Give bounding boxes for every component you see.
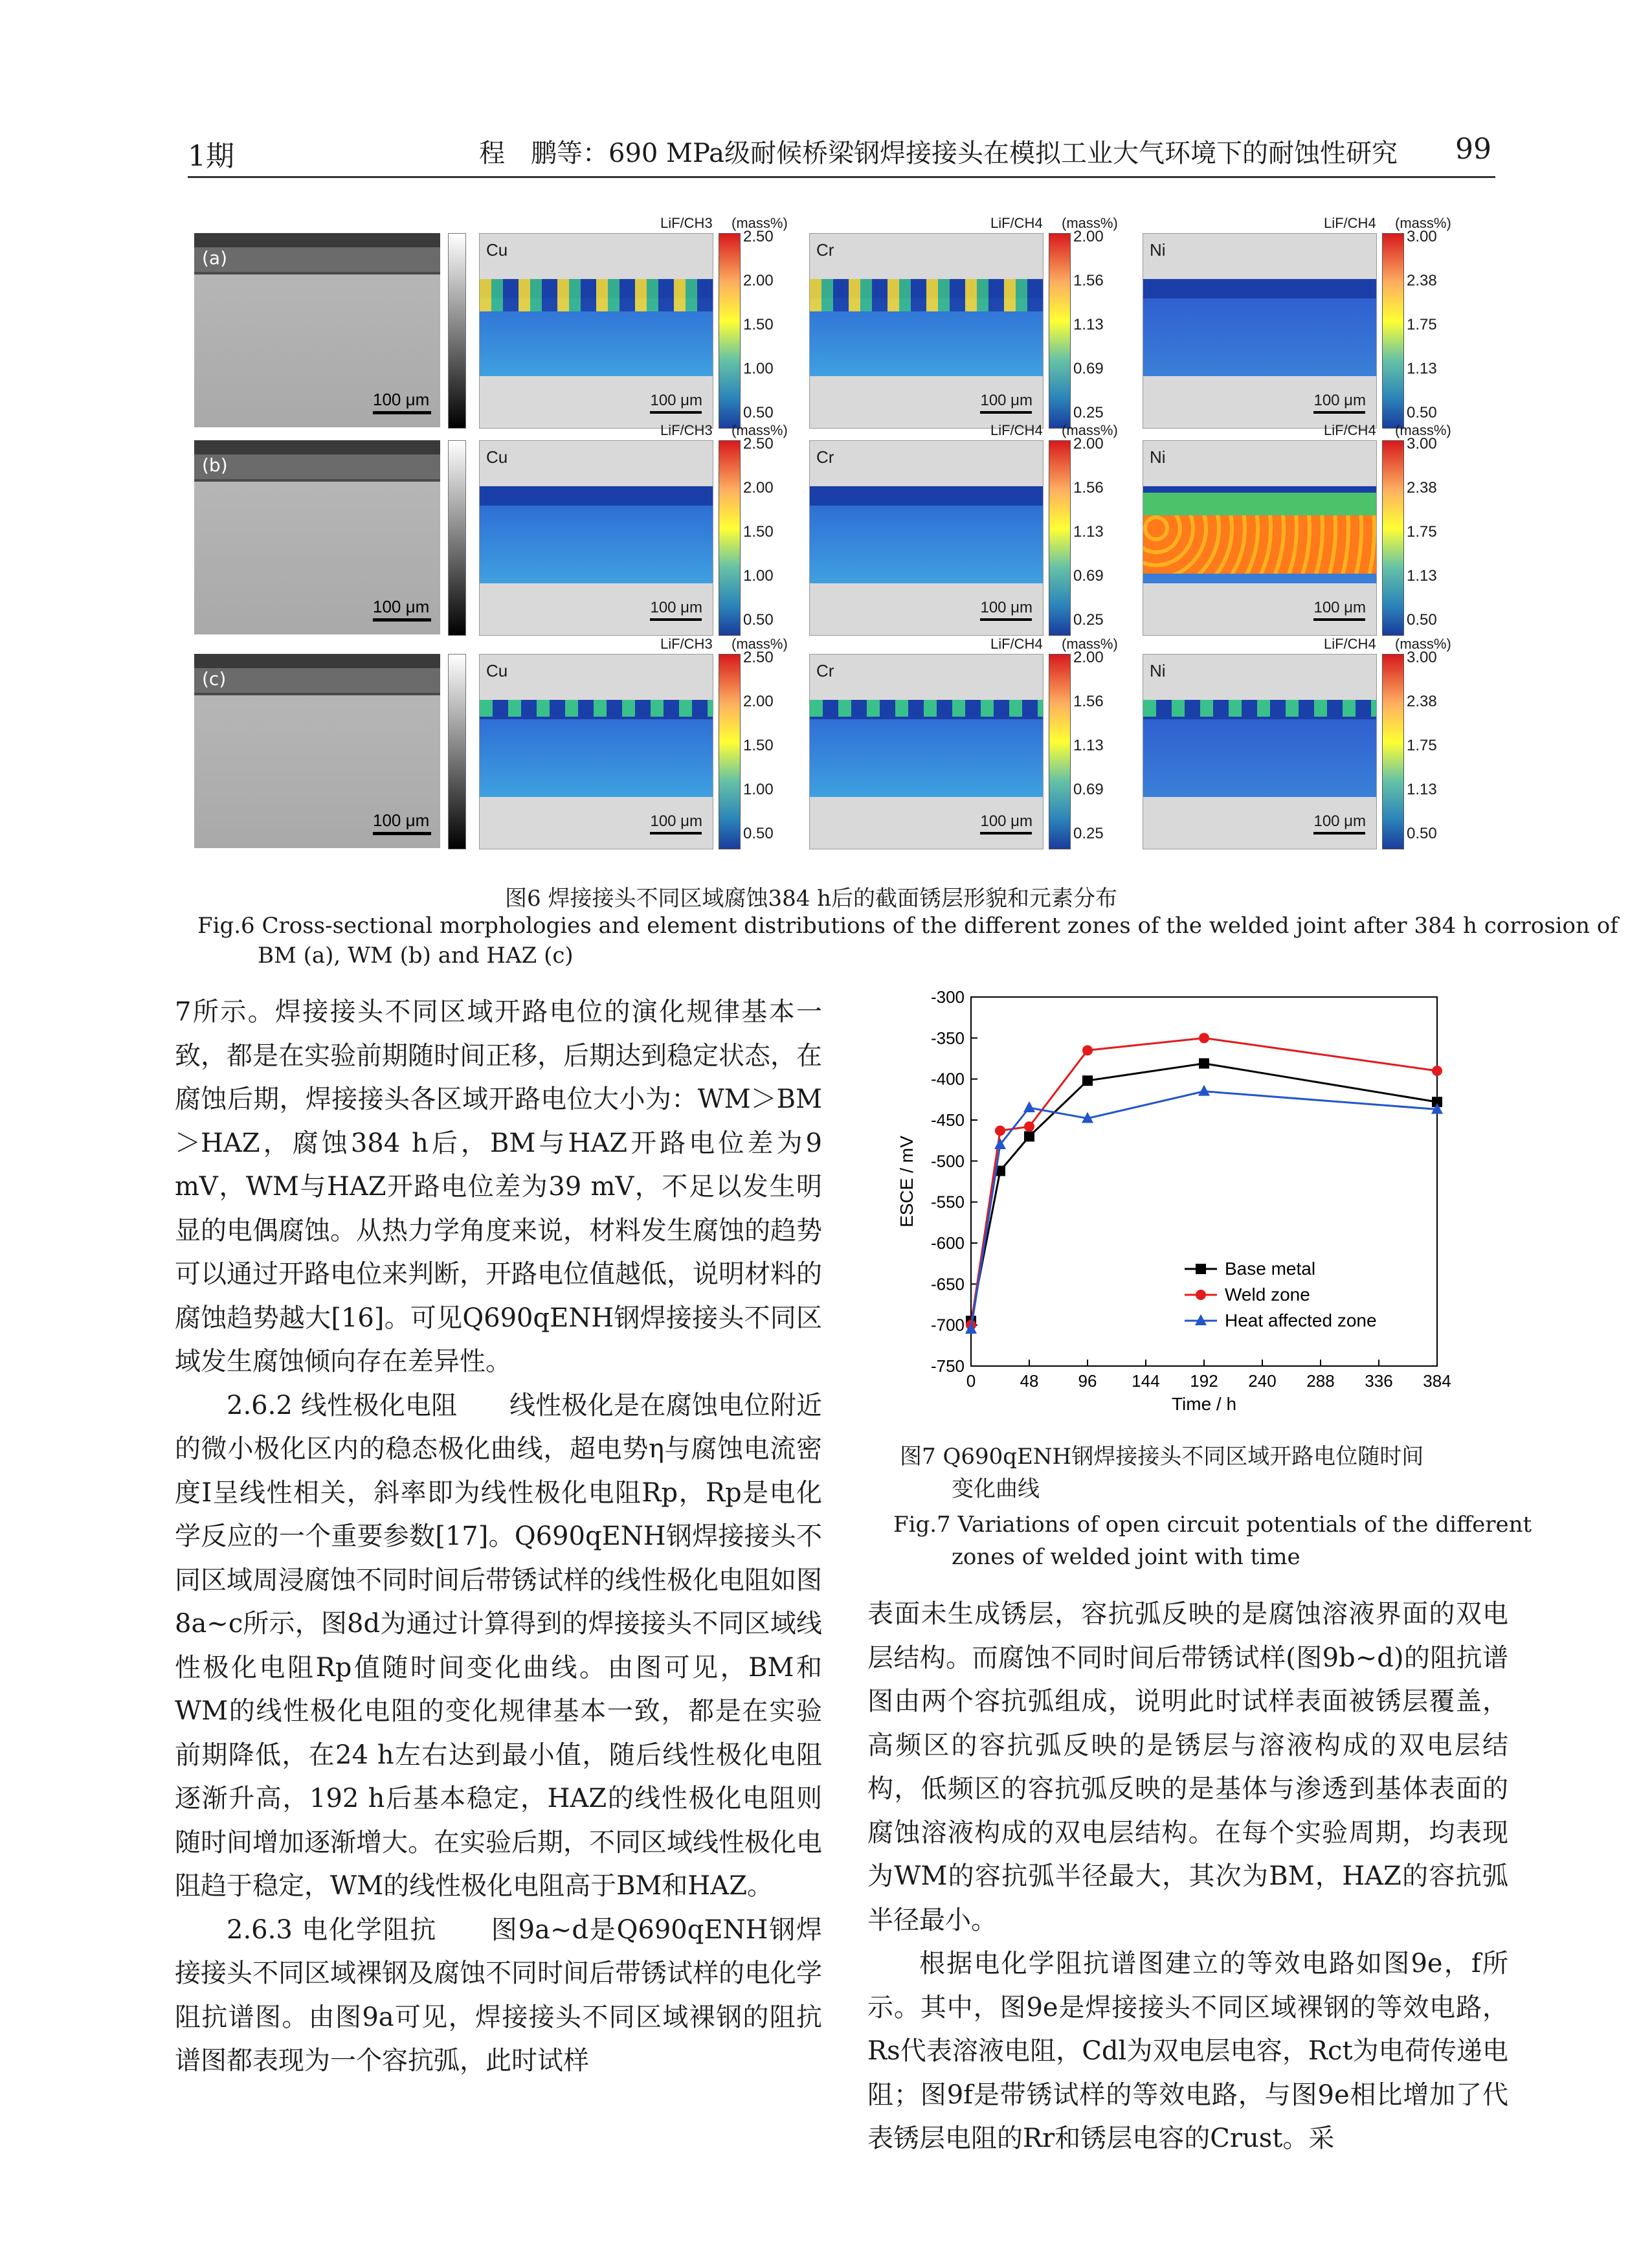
data-point (1024, 1121, 1034, 1132)
element-map-ni (1143, 654, 1377, 849)
data-point (995, 1125, 1005, 1136)
colorbar-tick-label: 1.13 (1073, 737, 1104, 754)
colorbar-tick-label: 0.25 (1073, 404, 1104, 421)
scale-bar: 100 μm (373, 390, 431, 414)
series-line (971, 1038, 1437, 1325)
fig6-row (194, 215, 1463, 434)
right-text-column (867, 1593, 1508, 2161)
paragraph: 根据电化学阻抗谱图建立的等效电路如图9e，f所示。其中，图9e是焊接接头不同区域裸钢的等效电路，Rs代表溶液电阻，Cdl为双电层电容，Rct为电荷传递电阻；图9f是带锈试样的等效电路，与图9e相比增加了代表锈层电阻的Rr和锈层电容的Crust。采 (867, 1949, 1508, 2153)
page-number: 99 (1455, 133, 1491, 166)
grayscale-bar (448, 654, 466, 849)
colorbar-ticks (743, 649, 808, 848)
y-tick-label: -450 (930, 1110, 965, 1130)
legend-label: Heat affected zone (1225, 1310, 1377, 1330)
detector-label: LiF/CH4 (990, 215, 1043, 231)
y-tick-label: -300 (930, 987, 965, 1007)
colorbar-tick-label: 1.50 (743, 737, 774, 754)
unit-label: (mass%) (1395, 636, 1451, 652)
x-tick-label: 240 (1248, 1371, 1277, 1391)
element-label: Cu (486, 447, 508, 467)
fig6-row (194, 422, 1463, 641)
colorbar-ticks (1407, 228, 1471, 427)
y-tick-label: -600 (930, 1233, 965, 1253)
fig6-row (194, 636, 1463, 855)
detector-label: LiF/CH3 (660, 215, 713, 231)
colorbar-tick-label: 0.69 (1073, 567, 1104, 585)
colorbar-tick-label: 0.50 (1407, 611, 1437, 629)
series-line (971, 1064, 1437, 1321)
colorbar (1382, 233, 1404, 429)
scale-bar: 100 μm (650, 813, 702, 835)
unit-label: (mass%) (1395, 422, 1451, 438)
colorbar-tick-label: 1.56 (1073, 693, 1104, 710)
unit-label: (mass%) (731, 215, 788, 231)
data-point (1024, 1131, 1034, 1141)
fig6-caption-en-continued: BM (a), WM (b) and HAZ (c) (258, 943, 574, 969)
x-tick-label: 384 (1423, 1371, 1451, 1391)
panel-letter: (b) (202, 454, 228, 476)
paragraph: 7所示。焊接接头不同区域开路电位的演化规律基本一致，都是在实验前期随时间正移，后期达到稳定状态，在腐蚀后期，焊接接头各区域开路电位大小为：WM＞BM＞HAZ，腐蚀384 h后，BM与HAZ开路电位差为9 mV，WM与HAZ开路电位差为39 mV，不足以发生明显的电偶腐蚀。从热力学角度来说，材料发生腐蚀的趋势可以通过开路电位来判断，开路电位值越低，说明材料的腐蚀趋势越大[16]。可见Q690qENH钢焊接接头不同区域发生腐蚀倾向存在差异性。 (175, 997, 822, 1376)
element-map-cu (479, 233, 713, 429)
element-map-ni (1143, 440, 1377, 636)
scale-bar: 100 μm (980, 392, 1032, 414)
sem-image (194, 654, 440, 848)
element-label: Cr (816, 240, 834, 260)
colorbar-tick-label: 2.50 (743, 649, 774, 666)
grayscale-bar (448, 233, 466, 429)
colorbar-tick-label: 1.75 (1407, 523, 1437, 541)
scale-bar: 100 μm (373, 597, 431, 622)
element-label: Ni (1150, 661, 1166, 680)
fig6-caption-en: Fig.6 Cross-sectional morphologies and element distributions of the different zones of the welded joint after 384 h corrosion of (197, 913, 1618, 939)
y-axis-label: ESCE / mV (897, 1136, 917, 1227)
unit-label: (mass%) (1395, 215, 1451, 231)
y-tick-label: -750 (930, 1356, 965, 1376)
y-tick-label: -700 (930, 1315, 965, 1335)
colorbar (1382, 654, 1404, 849)
colorbar-tick-label: 1.00 (743, 360, 774, 377)
x-axis-label: Time / h (1171, 1394, 1237, 1414)
y-tick-label: -650 (930, 1274, 965, 1294)
unit-label: (mass%) (1062, 636, 1118, 652)
colorbar-tick-label: 1.50 (743, 523, 774, 541)
unit-label: (mass%) (731, 422, 788, 438)
x-tick-label: 336 (1365, 1371, 1393, 1391)
data-point (1023, 1101, 1035, 1112)
colorbar (719, 233, 741, 429)
sem-image (194, 233, 440, 427)
y-tick-label: -400 (930, 1069, 965, 1089)
data-point (1082, 1075, 1093, 1086)
element-map-ni (1143, 233, 1377, 429)
colorbar-tick-label: 2.38 (1407, 693, 1437, 710)
colorbar-tick-label: 2.00 (1073, 435, 1104, 453)
y-tick-label: -350 (930, 1028, 965, 1048)
data-point (1199, 1033, 1209, 1043)
panel-letter: (c) (202, 668, 227, 689)
colorbar-tick-label: 0.25 (1073, 825, 1104, 842)
scale-bar: 100 μm (373, 811, 431, 835)
scale-bar: 100 μm (1313, 599, 1366, 621)
colorbar (719, 654, 741, 849)
x-tick-label: 0 (966, 1371, 976, 1391)
figure-7-chart (874, 987, 1457, 1428)
colorbar-tick-label: 1.13 (1407, 360, 1437, 377)
colorbar-tick-label: 1.13 (1073, 523, 1104, 541)
colorbar (1049, 233, 1071, 429)
issue-number: 1期 (188, 140, 234, 173)
unit-label: (mass%) (731, 636, 788, 652)
colorbar-tick-label: 2.38 (1407, 272, 1437, 289)
fig7-caption-en-continued: zones of welded joint with time (952, 1544, 1300, 1570)
detector-label: LiF/CH4 (990, 636, 1043, 652)
detector-label: LiF/CH3 (660, 636, 713, 652)
colorbar-tick-label: 1.00 (743, 781, 774, 798)
element-map-cr (809, 654, 1044, 849)
left-text-column (175, 991, 822, 2083)
header-rule (188, 176, 1495, 178)
x-tick-label: 144 (1132, 1371, 1160, 1391)
detector-label: LiF/CH4 (1324, 215, 1376, 231)
element-map-cu (479, 654, 713, 849)
detector-label: LiF/CH3 (660, 422, 713, 438)
element-label: Ni (1150, 240, 1166, 260)
colorbar-tick-label: 0.50 (743, 404, 774, 421)
element-map-cu (479, 440, 713, 636)
colorbar-tick-label: 0.25 (1073, 611, 1104, 629)
element-label: Ni (1150, 447, 1166, 467)
colorbar-ticks (743, 435, 808, 634)
colorbar-tick-label: 1.56 (1073, 272, 1104, 289)
colorbar-tick-label: 0.50 (743, 611, 774, 629)
fig7-caption-cn: 图7 Q690qENH钢焊接接头不同区域开路电位随时间 (900, 1444, 1424, 1470)
colorbar-tick-label: 0.69 (1073, 781, 1104, 798)
colorbar-ticks (1073, 435, 1138, 634)
colorbar-tick-label: 2.50 (743, 435, 774, 453)
colorbar-tick-label: 0.69 (1073, 360, 1104, 377)
data-point (1199, 1059, 1209, 1069)
legend-marker (1196, 1264, 1206, 1274)
running-title: 程 鹏等：690 MPa级耐候桥梁钢焊接接头在模拟工业大气环境下的耐蚀性研究 (479, 139, 1398, 168)
colorbar-tick-label: 1.00 (743, 567, 774, 585)
scale-bar: 100 μm (650, 599, 702, 621)
sem-image (194, 440, 440, 634)
scale-bar: 100 μm (650, 392, 702, 414)
scale-bar: 100 μm (980, 599, 1032, 621)
colorbar-tick-label: 1.50 (743, 316, 774, 333)
element-map-cr (809, 233, 1044, 429)
colorbar (1049, 654, 1071, 849)
panel-letter: (a) (202, 247, 228, 269)
colorbar (1382, 440, 1404, 636)
data-point (1432, 1066, 1442, 1076)
unit-label: (mass%) (1062, 215, 1118, 231)
colorbar-tick-label: 1.13 (1407, 781, 1437, 798)
colorbar-tick-label: 1.13 (1073, 316, 1104, 333)
colorbar (1049, 440, 1071, 636)
colorbar-ticks (1073, 228, 1138, 427)
colorbar-tick-label: 0.50 (1407, 825, 1437, 842)
colorbar-tick-label: 3.00 (1407, 435, 1437, 453)
scale-bar: 100 μm (1313, 392, 1366, 414)
colorbar-tick-label: 2.00 (1073, 228, 1104, 245)
element-label: Cr (816, 447, 834, 467)
fig7-caption-cn-continued: 变化曲线 (952, 1476, 1040, 1502)
detector-label: LiF/CH4 (990, 422, 1043, 438)
colorbar-tick-label: 2.00 (743, 693, 774, 710)
y-tick-label: -550 (930, 1192, 965, 1212)
x-tick-label: 96 (1078, 1371, 1097, 1391)
x-tick-label: 48 (1020, 1371, 1039, 1391)
colorbar-ticks (1073, 649, 1138, 848)
scale-bar: 100 μm (1313, 813, 1366, 835)
colorbar-ticks (743, 228, 808, 427)
x-tick-label: 192 (1190, 1371, 1218, 1391)
colorbar-ticks (1407, 649, 1471, 848)
data-point (1082, 1045, 1093, 1055)
colorbar-tick-label: 1.75 (1407, 737, 1437, 754)
fig7-caption-en: Fig.7 Variations of open circuit potentials of the different (893, 1512, 1532, 1538)
legend-label: Weld zone (1225, 1284, 1310, 1305)
element-map-cr (809, 440, 1044, 636)
colorbar-tick-label: 3.00 (1407, 649, 1437, 666)
colorbar-tick-label: 2.00 (743, 272, 774, 289)
grayscale-bar (448, 440, 466, 636)
legend-marker (1196, 1290, 1206, 1300)
colorbar-tick-label: 0.50 (743, 825, 774, 842)
detector-label: LiF/CH4 (1324, 636, 1376, 652)
element-label: Cr (816, 661, 834, 680)
fig6-caption-cn: 图6 焊接接头不同区域腐蚀384 h后的截面锈层形貌和元素分布 (505, 886, 1118, 912)
x-tick-label: 288 (1306, 1371, 1335, 1391)
colorbar (719, 440, 741, 636)
colorbar-tick-label: 3.00 (1407, 228, 1437, 245)
detector-label: LiF/CH4 (1324, 422, 1376, 438)
colorbar-ticks (1407, 435, 1471, 634)
colorbar-tick-label: 2.38 (1407, 479, 1437, 497)
colorbar-tick-label: 2.50 (743, 228, 774, 245)
y-tick-label: -500 (930, 1151, 965, 1171)
element-label: Cu (486, 240, 508, 260)
paragraph: 2.6.3 电化学阻抗 图9a~d是Q690qENH钢焊接接头不同区域裸钢及腐蚀不同时间后带锈试样的电化学阻抗谱图。由图9a可见，焊接接头不同区域裸钢的阻抗谱图都表现为一个容抗弧，此时试样 (175, 1914, 822, 2076)
colorbar-tick-label: 1.13 (1407, 567, 1437, 585)
scale-bar: 100 μm (980, 813, 1032, 835)
colorbar-tick-label: 1.56 (1073, 479, 1104, 497)
paragraph: 2.6.2 线性极化电阻 线性极化是在腐蚀电位附近的微小极化区内的稳态极化曲线，超电势η与腐蚀电流密度I呈线性相关，斜率即为线性极化电阻Rp，Rp是电化学反应的一个重要参数[17]。Q690qENH钢焊接接头不同区域周浸腐蚀不同时间后带锈试样的线性极化电阻如图8a~c所示，图8d为通过计算得到的焊接接头不同区域线性极化电阻Rp值随时间变化曲线。由图可见，BM和WM的线性极化电阻的变化规律基本一致，都是在实验前期降低，在24 h左右达到最小值，随后线性极化电阻逐渐升高，192 h后基本稳定，HAZ的线性极化电阻则随时间增加逐渐增大。在实验后期，不同区域线性极化电阻趋于稳定，WM的线性极化电阻高于BM和HAZ。 (175, 1390, 822, 1901)
colorbar-tick-label: 0.50 (1407, 404, 1437, 421)
legend-label: Base metal (1225, 1259, 1316, 1279)
unit-label: (mass%) (1062, 422, 1118, 438)
ocp-line-chart (874, 987, 1457, 1428)
data-point (1198, 1085, 1210, 1096)
colorbar-tick-label: 2.00 (743, 479, 774, 497)
element-label: Cu (486, 661, 508, 680)
colorbar-tick-label: 1.75 (1407, 316, 1437, 333)
paragraph: 表面未生成锈层，容抗弧反映的是腐蚀溶液界面的双电层结构。而腐蚀不同时间后带锈试样(图9b~d)的阻抗谱图由两个容抗弧组成，说明此时试样表面被锈层覆盖，高频区的容抗弧反映的是锈层与溶液构成的双电层结构，低频区的容抗弧反映的是基体与渗透到基体表面的腐蚀溶液构成的双电层结构。在每个实验周期，均表现为WM的容抗弧半径最大，其次为BM，HAZ的容抗弧半径最小。 (867, 1599, 1508, 1935)
colorbar-tick-label: 2.00 (1073, 649, 1104, 666)
